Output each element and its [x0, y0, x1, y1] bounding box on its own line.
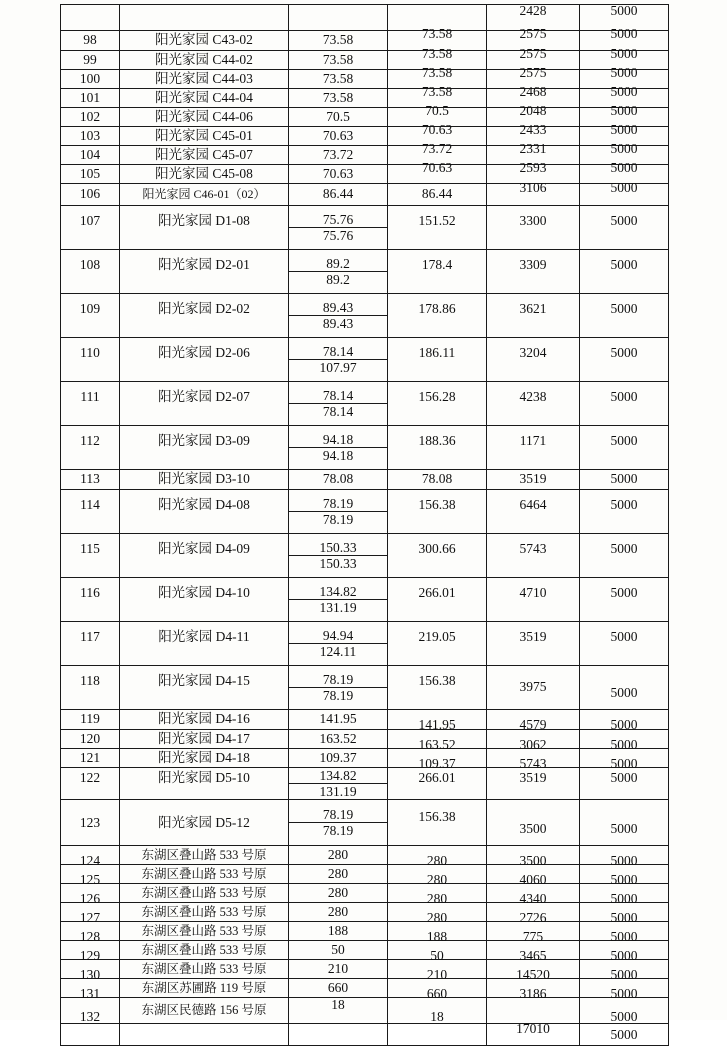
cell-name: 阳光家园 C44-03	[120, 70, 289, 89]
cell-area1-line1: 94.94	[322, 627, 354, 643]
cell-standard: 5000	[580, 806, 669, 852]
cell-index: 100	[61, 70, 120, 89]
cell-name: 阳光家园 D3-09	[120, 420, 289, 464]
cell-standard: 5000	[580, 616, 669, 660]
cell-area1: 18	[289, 992, 388, 1018]
cell-area1-line1: 94.18	[322, 431, 354, 447]
cell-amount: 4060	[487, 871, 580, 890]
cell-area1-line1: 134.82	[319, 768, 357, 783]
cell-area1-line2: 78.19	[289, 687, 387, 703]
cell-name: 阳光家园 D4-10	[120, 572, 289, 616]
cell-amount: 3500	[487, 806, 580, 852]
cell-area2: 186.11	[388, 332, 487, 376]
cell-standard: 5000	[580, 572, 669, 616]
cell-standard: 5000	[580, 45, 669, 64]
cell-area2: 210	[388, 966, 487, 985]
cell-area1: 73.58	[289, 51, 388, 70]
cell-area2: 163.52	[388, 736, 487, 755]
cell-name: 阳光家园 D4-18	[120, 749, 289, 768]
cell-name: 阳光家园 D4-17	[120, 730, 289, 749]
cell-standard: 5000	[580, 376, 669, 420]
cell-area1: 280	[289, 846, 388, 865]
cell-area1: 280	[289, 865, 388, 884]
cell-area2: 178.86	[388, 288, 487, 332]
cell-area1-line1: 78.19	[322, 495, 354, 511]
cell-amount: 2048	[487, 102, 580, 121]
cell-index: 108	[61, 244, 120, 288]
cell-area1-line1: 89.43	[322, 299, 354, 315]
cell-area1-split	[289, 534, 388, 578]
cell-index: 113	[61, 470, 120, 490]
cell-standard: 5000	[580, 140, 669, 159]
cell-area2: 280	[388, 890, 487, 909]
cell-amount: 3519	[487, 762, 580, 794]
cell-area2: 86.44	[388, 184, 487, 206]
cell-area2: 280	[388, 852, 487, 871]
cell-index: 128	[61, 928, 120, 947]
cell-index: 125	[61, 871, 120, 890]
cell-index: 104	[61, 146, 120, 165]
cell-amount: 3204	[487, 332, 580, 376]
cell-standard: 5000	[580, 528, 669, 572]
cell-area1: 70.63	[289, 165, 388, 184]
cell-index: 114	[61, 484, 120, 528]
cell-amount: 3621	[487, 288, 580, 332]
cell-standard: 5000	[580, 909, 669, 928]
cell-amount: 4340	[487, 890, 580, 909]
cell-area1: 141.95	[289, 710, 388, 730]
cell-name: 阳光家园 D2-06	[120, 332, 289, 376]
cell-index: 105	[61, 165, 120, 184]
cell-amount: 2468	[487, 83, 580, 102]
cell-area2: 109.37	[388, 755, 487, 774]
cell-index: 124	[61, 852, 120, 871]
cell-area2: 219.05	[388, 616, 487, 660]
cell-name: 阳光家园 D4-09	[120, 528, 289, 572]
cell-area1-split	[289, 426, 388, 470]
cell-name: 阳光家园 C45-08	[120, 165, 289, 184]
cell-area1: 86.44	[289, 184, 388, 206]
cell-standard: 5000	[580, 1004, 669, 1030]
cell-area1-split	[289, 578, 388, 622]
cell-area1-line2: 131.19	[289, 783, 387, 799]
cell-area2: 156.28	[388, 376, 487, 420]
cell-index: 129	[61, 947, 120, 966]
cell-area2: 141.95	[388, 716, 487, 736]
cell-index: 115	[61, 528, 120, 572]
cell-area1-line2: 78.14	[289, 403, 387, 419]
cell-area2: 156.38	[388, 660, 487, 704]
cell-area1-split	[289, 382, 388, 426]
cell-index: 132	[61, 1004, 120, 1030]
cell-amount: 3186	[487, 985, 580, 1004]
cell-standard: 5000	[580, 25, 669, 45]
cell-area2: 178.4	[388, 244, 487, 288]
cell-area1: 78.08	[289, 470, 388, 490]
cell-index: 101	[61, 89, 120, 108]
cell-area1-split	[289, 206, 388, 250]
cell-standard: 5000	[580, 200, 669, 244]
cell-area2: 156.38	[388, 484, 487, 528]
cell-area1-line2: 124.11	[289, 643, 387, 659]
cell-name: 阳光家园 C45-07	[120, 146, 289, 165]
cell-amount: 4238	[487, 376, 580, 420]
cell-name: 东湖区叠山路 533 号原	[120, 884, 289, 903]
cell-amount: 3519	[487, 470, 580, 490]
cell-name: 东湖区叠山路 533 号原	[120, 922, 289, 941]
cell-amount: 2331	[487, 140, 580, 159]
cell-index: 111	[61, 376, 120, 420]
cell-area1: 280	[289, 884, 388, 903]
cell-amount: 2593	[487, 159, 580, 178]
cell-standard: 5000	[580, 332, 669, 376]
cell-amount: 4579	[487, 716, 580, 736]
cell-standard: 5000	[580, 420, 669, 464]
cell-name: 阳光家园 D4-15	[120, 660, 289, 704]
cell-area1: 163.52	[289, 730, 388, 749]
cell-area2: 280	[388, 871, 487, 890]
cell-amount: 2575	[487, 25, 580, 45]
cell-amount: 3975	[487, 666, 580, 710]
cell-standard: 5000	[580, 83, 669, 102]
cell-name: 阳光家园 D2-02	[120, 288, 289, 332]
cell-standard: 5000	[580, 890, 669, 909]
cell-area1: 109.37	[289, 749, 388, 768]
cell-index: 118	[61, 660, 120, 704]
cell-area2: 73.72	[388, 140, 487, 159]
cell-index: 122	[61, 762, 120, 794]
cell-area2: 300.66	[388, 528, 487, 572]
cell-amount: 14520	[487, 966, 580, 985]
table-row	[61, 426, 669, 470]
cell-amount: 5743	[487, 755, 580, 774]
cell-standard: 5000	[580, 672, 669, 716]
cell-area1-line2: 131.19	[289, 599, 387, 615]
cell-name: 阳光家园 D5-12	[120, 800, 289, 846]
cell-name: 阳光家园 C43-02	[120, 31, 289, 51]
cell-area1-split	[289, 490, 388, 534]
cell-standard: 5000	[580, 0, 669, 25]
cell-index: 121	[61, 749, 120, 768]
cell-name: 东湖区叠山路 533 号原	[120, 941, 289, 960]
cell-name: 阳光家园 D2-01	[120, 244, 289, 288]
cell-amount: 3309	[487, 244, 580, 288]
cell-area1: 70.5	[289, 108, 388, 127]
cell-area1-split	[289, 622, 388, 666]
cell-area2: 73.58	[388, 45, 487, 64]
cell-area1-split	[289, 294, 388, 338]
cell-index: 110	[61, 332, 120, 376]
cell-area2: 266.01	[388, 762, 487, 794]
cell-index: 102	[61, 108, 120, 127]
cell-amount: 3062	[487, 736, 580, 755]
table-row	[61, 710, 669, 730]
cell-standard: 5000	[580, 102, 669, 121]
cell-standard: 5000	[580, 871, 669, 890]
cell-area1-split	[289, 666, 388, 710]
cell-name: 阳光家园 D5-10	[120, 762, 289, 794]
cell-standard: 5000	[580, 484, 669, 528]
cell-standard: 5000	[580, 121, 669, 140]
cell-amount: 4710	[487, 572, 580, 616]
cell-name: 阳光家园 D4-08	[120, 484, 289, 528]
cell-index: 127	[61, 909, 120, 928]
cell-area1-split	[289, 250, 388, 294]
cell-area1-split	[289, 338, 388, 382]
cell-standard: 5000	[580, 288, 669, 332]
cell-area2: 73.58	[388, 83, 487, 102]
cell-index: 116	[61, 572, 120, 616]
cell-area2: 188.36	[388, 420, 487, 464]
cell-area1-line2: 94.18	[289, 447, 387, 463]
cell-amount: 2575	[487, 64, 580, 83]
cell-area1-line1: 134.82	[319, 583, 357, 599]
cell-index: 98	[61, 31, 120, 51]
cell-name: 阳光家园 C44-04	[120, 89, 289, 108]
table-row	[61, 666, 669, 710]
cell-name: 东湖区叠山路 533 号原	[120, 865, 289, 884]
cell-area1	[289, 5, 388, 31]
cell-area2: 18	[388, 1004, 487, 1030]
cell-area2: 70.63	[388, 121, 487, 140]
cell-amount: 2433	[487, 121, 580, 140]
cell-name: 东湖区叠山路 533 号原	[120, 846, 289, 865]
cell-area2: 50	[388, 947, 487, 966]
cell-amount: 2575	[487, 45, 580, 64]
cell-area1-line2: 89.43	[289, 315, 387, 331]
cell-name: 阳光家园 D1-08	[120, 200, 289, 244]
cell-area2: 156.38	[388, 794, 487, 840]
cell-standard: 5000	[580, 762, 669, 794]
cell-area1-line1: 89.2	[326, 255, 350, 271]
table-row	[61, 768, 669, 800]
cell-amount: 2726	[487, 909, 580, 928]
cell-area1-line2: 78.19	[289, 511, 387, 527]
cell-area2: 151.52	[388, 200, 487, 244]
cell-standard: 5000	[580, 755, 669, 774]
cell-area1: 73.58	[289, 89, 388, 108]
cell-name: 阳光家园 C44-06	[120, 108, 289, 127]
cell-area1: 280	[289, 903, 388, 922]
data-table	[60, 4, 669, 1046]
cell-area2: 70.63	[388, 159, 487, 178]
cell-area1-line1: 75.76	[322, 211, 354, 227]
cell-name: 阳光家园 C45-01	[120, 127, 289, 146]
cell-area1-line1: 78.19	[322, 671, 354, 687]
cell-standard: 5000	[580, 966, 669, 985]
cell-area1: 50	[289, 941, 388, 960]
cell-name: 东湖区叠山路 533 号原	[120, 960, 289, 979]
cell-area2: 73.58	[388, 25, 487, 45]
cell-name: 东湖区民德路 156 号原	[120, 998, 289, 1024]
cell-area1: 73.58	[289, 70, 388, 89]
cell-area1-line2: 150.33	[289, 555, 387, 571]
cell-index: 112	[61, 420, 120, 464]
cell-amount: 1171	[487, 420, 580, 464]
cell-index: 107	[61, 200, 120, 244]
cell-standard: 5000	[580, 470, 669, 490]
cell-index: 109	[61, 288, 120, 332]
cell-area2: 188	[388, 928, 487, 947]
cell-amount: 3519	[487, 616, 580, 660]
cell-amount: 5743	[487, 528, 580, 572]
cell-index: 99	[61, 51, 120, 70]
cell-standard: 5000	[580, 178, 669, 200]
cell-name: 东湖区叠山路 533 号原	[120, 903, 289, 922]
cell-index: 117	[61, 616, 120, 660]
cell-name: 阳光家园 D3-10	[120, 470, 289, 490]
cell-standard: 5000	[580, 244, 669, 288]
cell-standard: 5000	[580, 985, 669, 1004]
cell-area1-line1: 78.14	[322, 343, 354, 359]
cell-area1: 70.63	[289, 127, 388, 146]
cell-index: 106	[61, 184, 120, 206]
cell-standard: 5000	[580, 947, 669, 966]
cell-amount: 3465	[487, 947, 580, 966]
cell-index: 103	[61, 127, 120, 146]
cell-area1: 660	[289, 979, 388, 998]
cell-index: 130	[61, 966, 120, 985]
cell-area1	[289, 1024, 388, 1046]
cell-amount: 3106	[487, 178, 580, 200]
cell-index: 131	[61, 985, 120, 1004]
cell-area2: 70.5	[388, 102, 487, 121]
cell-amount: 3500	[487, 852, 580, 871]
cell-area1-line2: 89.2	[289, 271, 387, 287]
cell-standard: 5000	[580, 852, 669, 871]
cell-area1-line2: 78.19	[289, 822, 387, 838]
cell-standard: 5000	[580, 159, 669, 178]
cell-name: 阳光家园 D2-07	[120, 376, 289, 420]
cell-name: 东湖区苏圃路 119 号原	[120, 979, 289, 998]
cell-name	[120, 5, 289, 31]
cell-area1-line1: 78.19	[322, 807, 354, 823]
cell-standard: 5000	[580, 928, 669, 947]
table-body	[61, 5, 669, 1046]
cell-index: 120	[61, 730, 120, 749]
cell-area1: 188	[289, 922, 388, 941]
cell-name: 阳光家园 C46-01（02）	[120, 184, 289, 206]
cell-index: 123	[61, 800, 120, 846]
cell-area1-line1: 78.14	[322, 387, 354, 403]
cell-area1-line2: 75.76	[289, 227, 387, 243]
table-row-tail	[61, 1024, 669, 1046]
cell-standard: 5000	[580, 1024, 669, 1046]
cell-amount: 775	[487, 928, 580, 947]
cell-area1-line1: 150.33	[319, 539, 357, 555]
cell-area1-split	[289, 800, 388, 846]
cell-area2: 73.58	[388, 64, 487, 83]
cell-amount: 3300	[487, 200, 580, 244]
cell-amount: 2428	[487, 0, 580, 25]
cell-index	[61, 5, 120, 31]
cell-standard: 5000	[580, 64, 669, 83]
cell-standard: 5000	[580, 736, 669, 755]
cell-name: 阳光家园 C44-02	[120, 51, 289, 70]
cell-area2: 78.08	[388, 470, 487, 490]
cell-standard: 5000	[580, 716, 669, 736]
cell-area1-line2: 107.97	[289, 359, 387, 375]
cell-area1: 73.58	[289, 31, 388, 51]
cell-area1-split	[289, 768, 388, 800]
cell-name	[120, 1024, 289, 1046]
cell-amount: 17010	[487, 1018, 580, 1040]
cell-area1: 73.72	[289, 146, 388, 165]
cell-index: 119	[61, 710, 120, 730]
cell-index: 126	[61, 890, 120, 909]
cell-area1: 210	[289, 960, 388, 979]
cell-area2: 280	[388, 909, 487, 928]
cell-amount: 6464	[487, 484, 580, 528]
cell-area2: 266.01	[388, 572, 487, 616]
table-row	[61, 800, 669, 846]
cell-name: 阳光家园 D4-16	[120, 710, 289, 730]
cell-name: 阳光家园 D4-11	[120, 616, 289, 660]
cell-area2: 660	[388, 985, 487, 1004]
